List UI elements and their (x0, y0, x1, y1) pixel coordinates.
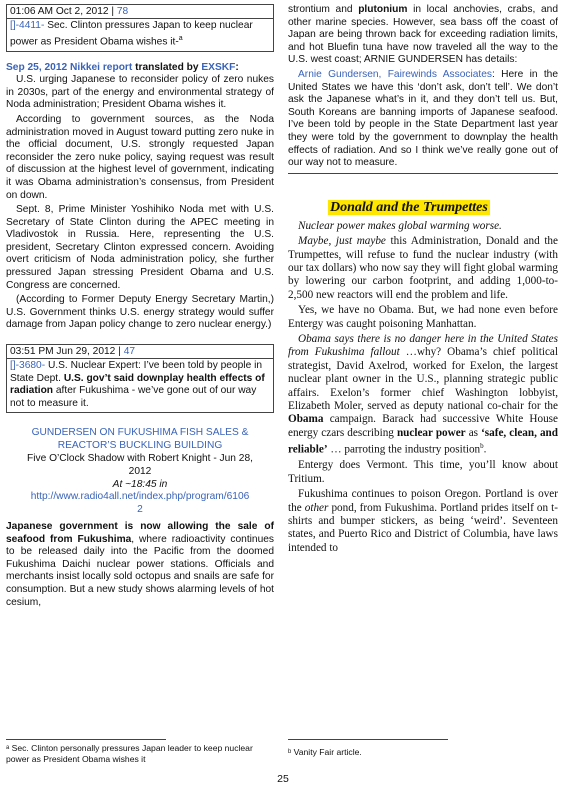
paragraph: Fukushima continues to poison Oregon. Portland is over the other pond, from Fukushima. Portland prides itself on t-shirts and bumper stickers, as being ‘weird’. Seventeen states, and Puerto Rico and District of Columbia, have laws intended to (288, 488, 559, 554)
section-heading (288, 198, 558, 216)
bold-lead: Japanese government is now allowing the sale of seafood from Fukushima (6, 521, 274, 545)
timestamp: 01:06 AM Oct 2, 2012 (10, 6, 109, 17)
comment-count-link[interactable]: 47 (123, 346, 136, 358)
paragraph: Obama says there is no danger here in the United States from Fukushima fallout …why? Obama’s chief political strategist, David Axelrod, worked for Exelon, the largest nuclear plant owner in the U.S., planning strategic public affairs. Exelon’s former chief Washington lobbyist, Elizabeth Moler, served as deputy national co-chair for the Obama campaign. Barack had successive White House energy czars describing nuclear power as ‘safe, clean, and reliable’ … parroting the industry position$^b$. (288, 332, 558, 456)
news-box-body (7, 19, 273, 51)
fairewinds-link[interactable]: Arnie Gundersen, Fairewinds Associates (298, 68, 492, 80)
paragraph: According to government sources, as the Noda administration moved in August toward putting zero nuke in the official document, U.S. strongly requested Japan reconsider the zero nuke policy, saying request was result of discussion at the highest level of government, indicating it was Obama administration’s consensus, from President on down. (6, 113, 274, 201)
paragraph: U.S. urging Japanese to reconsider policy of zero nukes in 2030s, part of the energy and environmental strategy of Noda administration; President Obama wishes it. (6, 74, 274, 111)
paragraph: (According to Former Deputy Energy Secretary Martin,) U.S. Government thinks U.S. energy strategy would suffer damage from Japan policy change to zero nuclear energy.) (6, 294, 274, 331)
footnote-b: ᵇ Vanity Fair article. (288, 747, 362, 757)
news-text: Sec. Clinton pressures Japan to keep nuclear power as President Obama wishes it- (10, 20, 253, 47)
bold-phrase: U.S. gov’t said downplay health effects of radiation (10, 372, 265, 397)
left-column (6, 0, 274, 764)
news-box-body: []-3680- U.S. Nuclear Expert: I’ve been told by people in State Dept. U.S. gov’t said downplay health effects of radiation after Fukushima - we’ve gone out of our way not to measure it. (10, 360, 265, 409)
page-number: 25 (277, 773, 289, 785)
section-heading-line: REACTOR’S BUCKLING BUILDING (57, 440, 223, 452)
section-divider (288, 173, 558, 174)
radio4all-link-cont[interactable]: 2 (137, 504, 143, 516)
nikkei-source-line: Sep 25, 2012 Nikkei report translated by EXSKF: (6, 61, 239, 73)
show-title: Five O’Clock Shadow with Robert Knight - Jun 28, 2012 (27, 453, 253, 477)
timestamp: 03:51 PM Jun 29, 2012 (10, 346, 116, 358)
paragraph: Maybe, just maybe this Administration, Donald and the Trumpettes, will refuse to fund the nuclear industry (with our tax dollars) who now say they will fight global warming by lowering our carbon footprint, and adding 1,000-to-2,500 new reactors will end the problem and life. (288, 235, 558, 301)
item-id-link[interactable]: []-4411- (10, 20, 45, 31)
footnote-divider (6, 739, 166, 740)
subtitle: Nuclear power makes global warming worse. (298, 219, 502, 232)
gundersen-section-header (6, 427, 274, 517)
news-box-header: 01:06 AM Oct 2, 2012 | 78 (7, 5, 273, 19)
footnote-ref-a[interactable]: a (178, 34, 183, 42)
nikkei-report-link[interactable]: Sep 25, 2012 Nikkei report (6, 61, 133, 73)
arnie-quote: Arnie Gundersen, Fairewinds Associates: Here in the United States we have this ‘don’t ask, don’t tell’. We don’t ask the Japanese what’s in it, and they don’t tell us. But, South Koreans are banning imports of Japanese seafood. I’ve been told by people in the State Department last year they were told by the government to downplay the health effects of radiation. And so I think we’ve really gone out of our way not to measure. (288, 68, 558, 169)
continued-paragraph: strontium and plutonium in local anchovies, crabs, and other marine species. However, sea bass off the coast of Japan are being thrown back for exceeding radiation limits, and hot Bluefin tuna have now traveled all the way to the U.S. west coast; ARNIE GUNDERSEN has details: (288, 4, 558, 66)
footnote-divider (288, 739, 448, 740)
paragraph: Entergy does Vermont. This time, you’ll know about Tritium. (288, 459, 558, 485)
paragraph: Yes, we have no Obama. But, we had none even before Entergy was caught poisoning Manhattan. (288, 304, 558, 330)
exskf-link[interactable]: EXSKF (201, 61, 236, 73)
radio4all-link[interactable]: http://www.radio4all.net/index.php/program/6106 (30, 491, 250, 503)
news-box-expert (6, 344, 274, 413)
footnote-a: ᵃ Sec. Clinton personally pressures Japan leader to keep nuclear power as President Obama wishes it (6, 743, 253, 764)
news-box-header: 03:51 PM Jun 29, 2012 | 47 (7, 345, 273, 359)
timestamp-note: At ~18:45 in (112, 478, 168, 490)
paragraph: Sept. 8, Prime Minister Yoshihiko Noda met with U.S. Secretary of State Clinton during the APEC meeting in Vladivostok in Russia. Here, representing the U.S. president, Secretary Clinton expressed concern. Avoiding overt criticism of Noda administration policy, she further pressured Japan stressing President Obama and U.S. Congress are concerned. (6, 204, 274, 291)
section-heading-line: GUNDERSEN ON FUKUSHIMA FISH SALES & (31, 427, 249, 439)
trumpettes-heading: Donald and the Trumpettes (330, 199, 488, 215)
right-column (288, 0, 559, 757)
news-box-clinton (6, 4, 274, 52)
fish-paragraph: Japanese government is now allowing the sale of seafood from Fukushima, where radioactivity continues to be released daily into the Pacific from the doomed Fukushima Daichi nuclear power stations. Officials and merchants insist locally sold octopus and snails are safe for consumption. But a new study shows alarming levels of hot cesium, (6, 521, 274, 608)
comment-count-link[interactable]: 78 (116, 6, 129, 17)
item-id-link[interactable]: []-3680- (10, 360, 46, 372)
footnote-ref-b[interactable]: b (480, 442, 484, 451)
